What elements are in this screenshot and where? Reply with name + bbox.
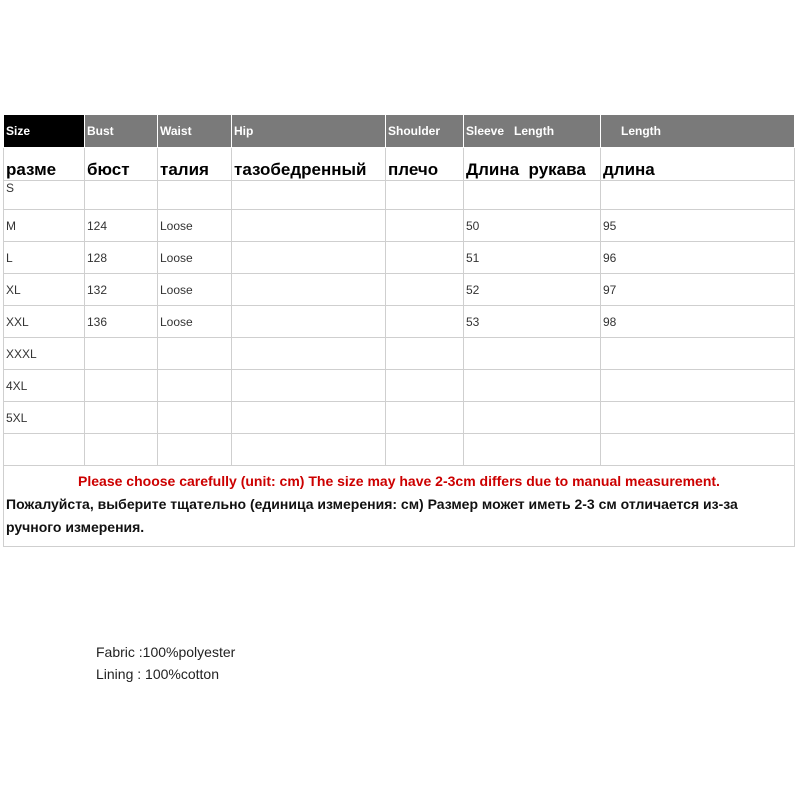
table-row [4,181,795,210]
size-chart-table [3,114,795,547]
note-russian: Пожалуйста, выберите тщательно (единица измерения: см) Размер может иметь 2-3 см отличается из-за ручного измерения. [6,496,738,535]
cell-sleeve-length [464,434,601,466]
table-row [4,338,795,370]
cell-waist: Loose [158,274,232,306]
cell-sleeve-length: 50 [464,210,601,242]
cell-bust [85,434,158,466]
cell-shoulder [386,210,464,242]
cell-sleeve-length: 51 [464,242,601,274]
cell-sleeve-length: 53 [464,306,601,338]
cell-size: 4XL [4,370,85,402]
cell-shoulder [386,306,464,338]
cell-length [601,181,795,210]
header-sleeve-length: Sleeve Length [464,115,601,148]
cell-length: 95 [601,210,795,242]
cell-sleeve-length [464,402,601,434]
cell-size: XL [4,274,85,306]
cell-size [4,434,85,466]
cell-length: 96 [601,242,795,274]
header-row-russian [4,148,795,181]
cell-hip [232,370,386,402]
header-bust: Bust [85,115,158,148]
table-row [4,306,795,338]
cell-size: 5XL [4,402,85,434]
cell-sleeve-length [464,370,601,402]
cell-bust: 128 [85,242,158,274]
cell-bust: 136 [85,306,158,338]
header-shoulder: Shoulder [386,115,464,148]
fabric-info [96,641,235,685]
cell-shoulder [386,370,464,402]
note-row [4,466,795,547]
header-ru-hip: тазобедренный [232,148,386,181]
cell-bust [85,181,158,210]
table-row [4,274,795,306]
cell-length [601,402,795,434]
note-english: Please choose carefully (unit: cm) The size may have 2-3cm differs due to manual measurement. [78,473,720,489]
cell-length [601,434,795,466]
cell-bust [85,402,158,434]
cell-length: 98 [601,306,795,338]
cell-hip [232,338,386,370]
cell-length [601,370,795,402]
header-ru-shoulder: плечо [386,148,464,181]
fabric-line: Fabric :100%polyester [96,644,236,660]
cell-waist [158,434,232,466]
header-ru-bust: бюст [85,148,158,181]
cell-length: 97 [601,274,795,306]
cell-waist: Loose [158,210,232,242]
cell-waist [158,402,232,434]
header-ru-sleeve-length: Длина рукава [464,148,601,181]
header-waist: Waist [158,115,232,148]
table-row [4,210,795,242]
cell-size: XXL [4,306,85,338]
measurement-note [4,466,795,547]
cell-bust [85,370,158,402]
cell-hip [232,402,386,434]
cell-shoulder [386,402,464,434]
cell-shoulder [386,338,464,370]
cell-hip [232,434,386,466]
cell-size: L [4,242,85,274]
table-row [4,370,795,402]
cell-length [601,338,795,370]
cell-shoulder [386,434,464,466]
cell-shoulder [386,242,464,274]
table-row [4,242,795,274]
cell-bust: 124 [85,210,158,242]
cell-waist: Loose [158,242,232,274]
cell-sleeve-length [464,181,601,210]
cell-shoulder [386,274,464,306]
cell-sleeve-length: 52 [464,274,601,306]
cell-size: XXXL [4,338,85,370]
cell-waist [158,338,232,370]
header-ru-size: разме [4,148,85,181]
cell-waist [158,181,232,210]
table-row [4,434,795,466]
header-ru-length: длина [601,148,795,181]
lining-line: Lining : 100%cotton [96,666,219,682]
cell-hip [232,181,386,210]
cell-bust [85,338,158,370]
cell-shoulder [386,181,464,210]
cell-hip [232,242,386,274]
header-hip: Hip [232,115,386,148]
header-size: Size [4,115,85,148]
cell-size: S [4,181,85,210]
header-row-english [4,115,795,148]
header-length: Length [601,115,795,148]
cell-size: M [4,210,85,242]
cell-hip [232,210,386,242]
header-ru-waist: талия [158,148,232,181]
cell-bust: 132 [85,274,158,306]
cell-waist [158,370,232,402]
cell-hip [232,306,386,338]
cell-hip [232,274,386,306]
cell-sleeve-length [464,338,601,370]
table-row [4,402,795,434]
cell-waist: Loose [158,306,232,338]
